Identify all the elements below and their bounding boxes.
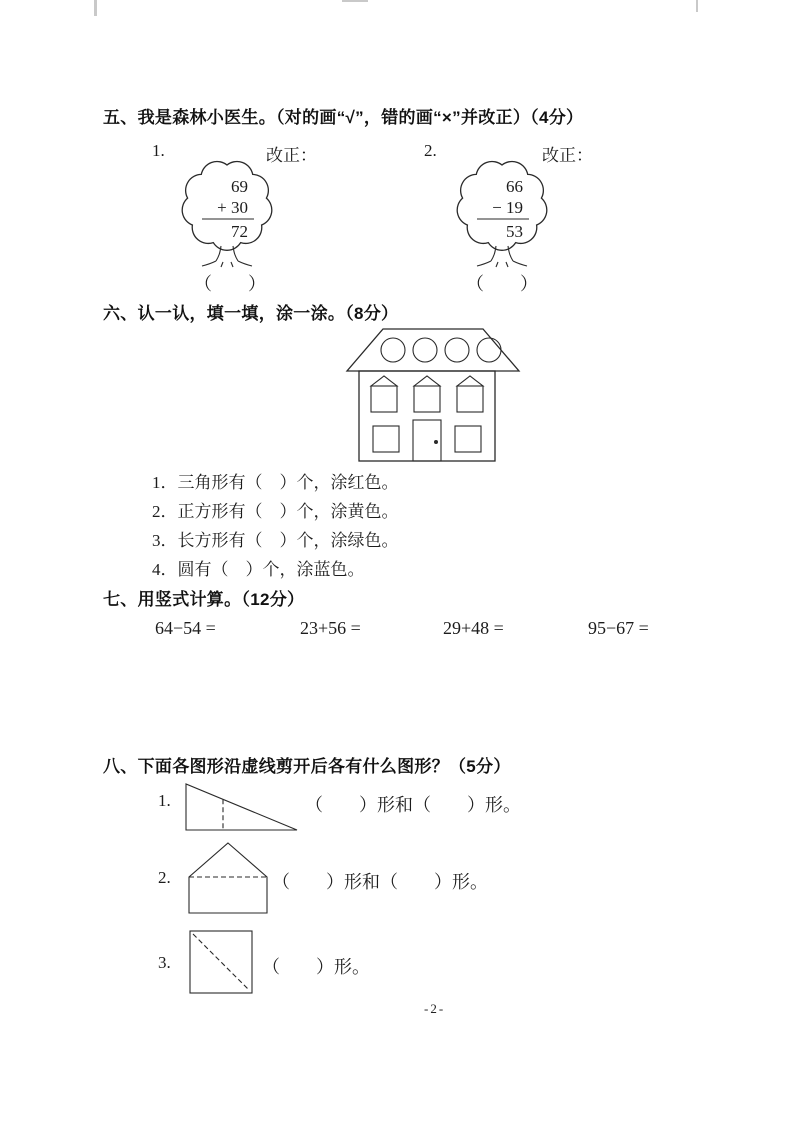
cut-shape-pentagon-house [183,839,273,917]
tree2-minuend: 66 [506,177,523,196]
right-triangle-outline [186,784,297,830]
section8-item3-number: 3. [158,953,171,972]
section7-heading: 七、用竖式计算。（12分） [103,590,305,609]
section8-item2-number: 2. [158,868,171,887]
section7-problem-3: 29+48 = [443,618,504,638]
upper-windows [371,376,483,412]
pentagon-outline [189,843,267,913]
tree1-result: 72 [231,222,248,241]
scan-artifact [696,0,698,12]
section6-item-triangle: 1．三角形有（ ）个，涂红色。 [152,473,399,492]
scan-artifact [342,0,368,2]
lower-windows [373,426,481,452]
section5-item1-number: 1. [152,141,165,160]
tree1-addend-top: 69 [231,177,248,196]
house-roof [347,329,519,371]
tree-trunk [202,246,252,267]
roof-circle-windows [381,338,501,362]
section6-item-rectangle: 3．长方形有（ ）个，涂绿色。 [152,531,399,550]
tree-illustration-1 [172,155,284,269]
house-illustration [343,326,523,466]
tree2-subtrahend: − 19 [492,198,523,217]
cut-shape-right-triangle [183,778,301,834]
section5-item2-correction-label: 改正： [542,146,593,165]
tree-illustration-2 [447,155,559,269]
section6-item-square: 2．正方形有（ ）个，涂黄色。 [152,502,399,521]
cut-shape-square [186,927,256,997]
section7-problem-4: 95−67 = [588,618,649,638]
section8-item1-answer-blank: （ ）形和（ ）形。 [305,795,521,815]
house-body [359,371,495,461]
section6-heading: 六、认一认，填一填，涂一涂。（8分） [103,304,399,323]
section8-item2-answer-blank: （ ）形和（ ）形。 [272,872,488,892]
tree2-judgement-blank: （ ） [466,274,538,294]
tree1-addend-bottom: + 30 [217,198,248,217]
section7-problem-1: 64−54 = [155,618,216,638]
section5-item1-correction-label: 改正： [266,146,317,165]
cut-line-diagonal [193,934,249,990]
doorknob [434,440,438,444]
page-number: -2- [424,1001,446,1016]
section8-item3-answer-blank: （ ）形。 [262,957,370,977]
section8-heading: 八、下面各图形沿虚线剪开后各有什么图形？（5分） [103,757,511,776]
tree1-judgement-blank: （ ） [194,274,266,294]
tree2-result: 53 [506,222,523,241]
scan-artifact [94,0,97,16]
tree-trunk [477,246,527,267]
section5-heading: 五、我是森林小医生。（对的画“√”，错的画“×”并改正）（4分） [103,108,584,127]
section7-problem-2: 23+56 = [300,618,361,638]
section5-item2-number: 2. [424,141,437,160]
section8-item1-number: 1. [158,791,171,810]
section6-item-circle: 4．圆有（ ）个，涂蓝色。 [152,560,365,579]
house-door [413,420,441,461]
